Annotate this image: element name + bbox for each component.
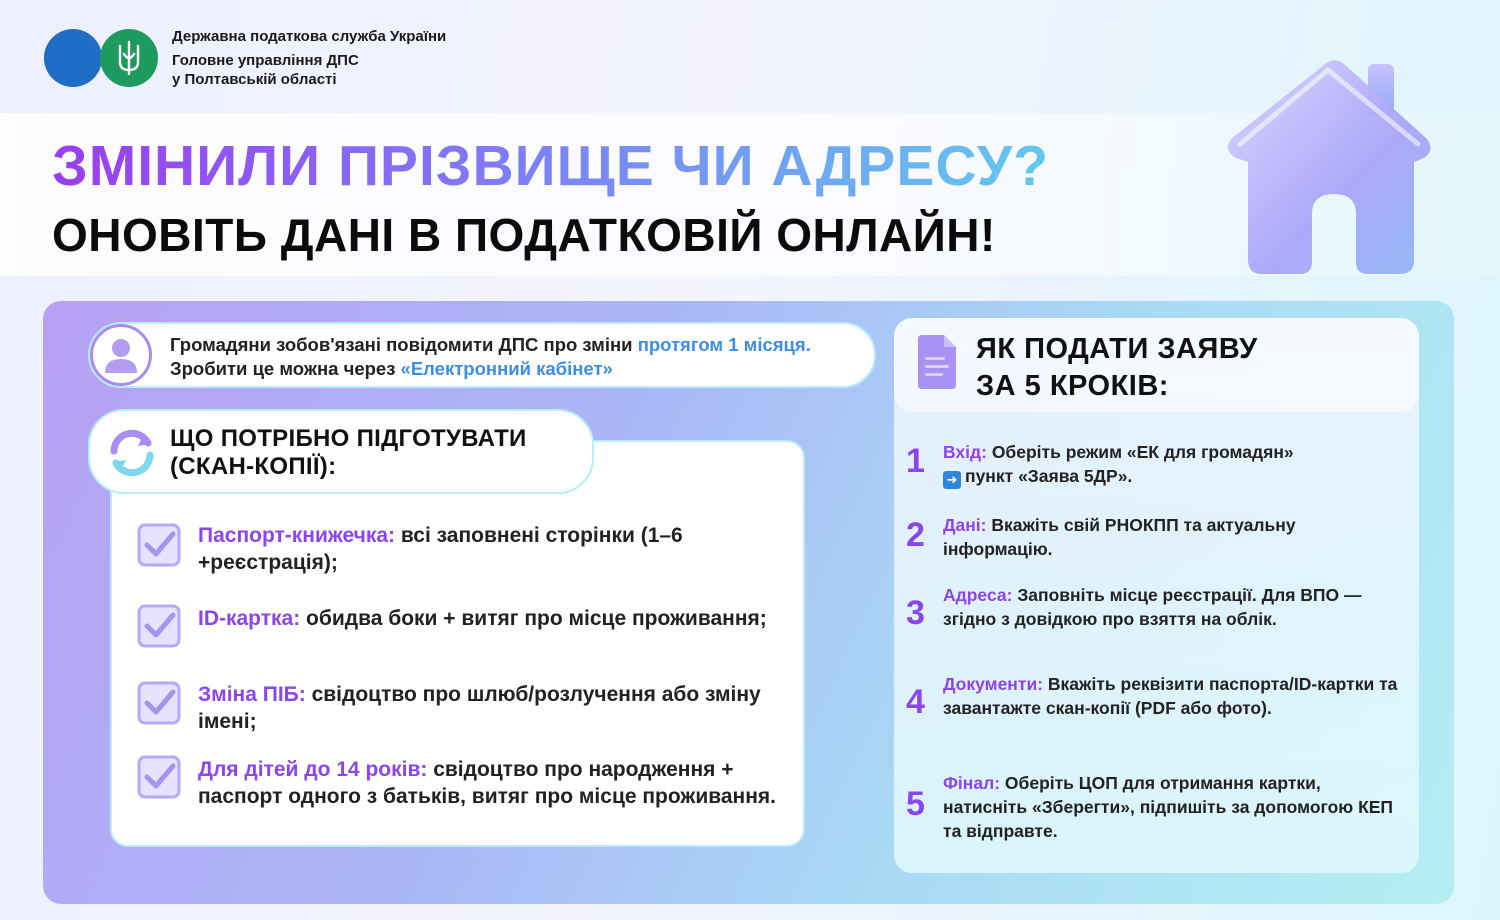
step-number: 4 (906, 683, 925, 721)
doc-item-name-change (198, 681, 803, 735)
arrow-right-icon: ➜ (943, 471, 961, 489)
house-icon (1218, 54, 1438, 279)
doc-label: ID-картка: (198, 607, 301, 630)
doc-desc: всі заповнені сторінки (1–6 +реєстрація); (198, 524, 683, 574)
step-label: Дані: (943, 515, 987, 535)
doc-item-children (198, 756, 803, 810)
step-number: 5 (906, 785, 925, 823)
doc-item-id-card (198, 605, 803, 632)
subheadline: ОНОВІТЬ ДАНІ В ПОДАТКОВІЙ ОНЛАЙН! (52, 209, 996, 261)
step-3 (943, 583, 1408, 631)
step-5 (943, 771, 1408, 843)
doc-item-passport (198, 522, 803, 576)
steps-title (976, 331, 1258, 405)
step-number: 1 (906, 442, 925, 480)
checkbox-icon (136, 522, 182, 568)
step-desc: Оберіть режим «ЕК для громадян» (986, 442, 1294, 462)
prepare-header (88, 409, 594, 494)
steps-title-line1: ЯК ПОДАТИ ЗАЯВУ (976, 333, 1258, 365)
step-label: Документи: (943, 674, 1044, 694)
notice-banner (88, 322, 876, 388)
trident-emblem-icon (100, 29, 158, 87)
dps-logo (44, 29, 102, 87)
header (44, 28, 446, 88)
doc-label: Для дітей до 14 років: (198, 758, 428, 781)
doc-label: Паспорт-книжечка: (198, 524, 396, 547)
refresh-icon (104, 425, 160, 481)
electronic-cabinet-link[interactable]: «Електронний кабінет» (400, 358, 613, 379)
prepare-title-line1: ЩО ПОТРІБНО ПІДГОТУВАТИ (170, 425, 527, 452)
prepare-title (170, 425, 527, 481)
dept-line2: у Полтавській області (172, 71, 337, 88)
step-1 (943, 440, 1408, 489)
org-text (172, 27, 446, 89)
org-name: Державна податкова служба України (172, 28, 447, 45)
doc-desc: обидва боки + витяг про місце проживання; (300, 607, 767, 630)
step-desc: Оберіть ЦОП для отримання картки, натисніть «Зберегти», підпишіть за допомогою КЕП та відправте. (943, 773, 1394, 841)
step-desc: Вкажіть свій РНОКПП та актуальну інформацію. (943, 515, 1296, 559)
dept-line1: Головне управління ДПС (172, 52, 359, 69)
step-number: 3 (906, 594, 925, 632)
checkbox-icon (136, 754, 182, 800)
step-4 (943, 672, 1408, 720)
headline: ЗМІНИЛИ ПРІЗВИЩЕ ЧИ АДРЕСУ? (52, 134, 1050, 198)
notice-text (170, 333, 870, 381)
doc-desc: свідоцтво про шлюб/розлучення або зміну імені; (198, 683, 761, 733)
step-label: Адреса: (943, 585, 1013, 605)
step-desc-2: пункт «Заява 5ДР». (965, 466, 1133, 486)
step-desc: Заповніть місце реєстрації. Для ВПО — згідно з довідкою про взяття на облік. (943, 585, 1362, 629)
step-label: Вхід: (943, 442, 987, 462)
checkbox-icon (136, 603, 182, 649)
doc-desc: свідоцтво про народження + паспорт одного з батьків, витяг про місце проживання. (198, 758, 777, 808)
user-avatar-icon (90, 324, 152, 386)
prepare-title-line2: (СКАН-КОПІЇ): (170, 453, 337, 480)
step-2 (943, 513, 1408, 561)
document-icon (914, 333, 960, 391)
step-number: 2 (906, 516, 925, 554)
doc-label: Зміна ПІБ: (198, 683, 306, 706)
notice-deadline: протягом 1 місяця. (637, 334, 811, 355)
step-label: Фінал: (943, 773, 1001, 793)
steps-title-line2: ЗА 5 КРОКІВ: (976, 370, 1169, 402)
notice-part2: Зробити це можна через (170, 358, 401, 379)
step-desc: Вкажіть реквізити паспорта/ID-картки та завантажте скан-копії (PDF або фото). (943, 674, 1398, 718)
notice-part1: Громадяни зобов'язані повідомити ДПС про зміни (170, 334, 638, 355)
checkbox-icon (136, 680, 182, 726)
